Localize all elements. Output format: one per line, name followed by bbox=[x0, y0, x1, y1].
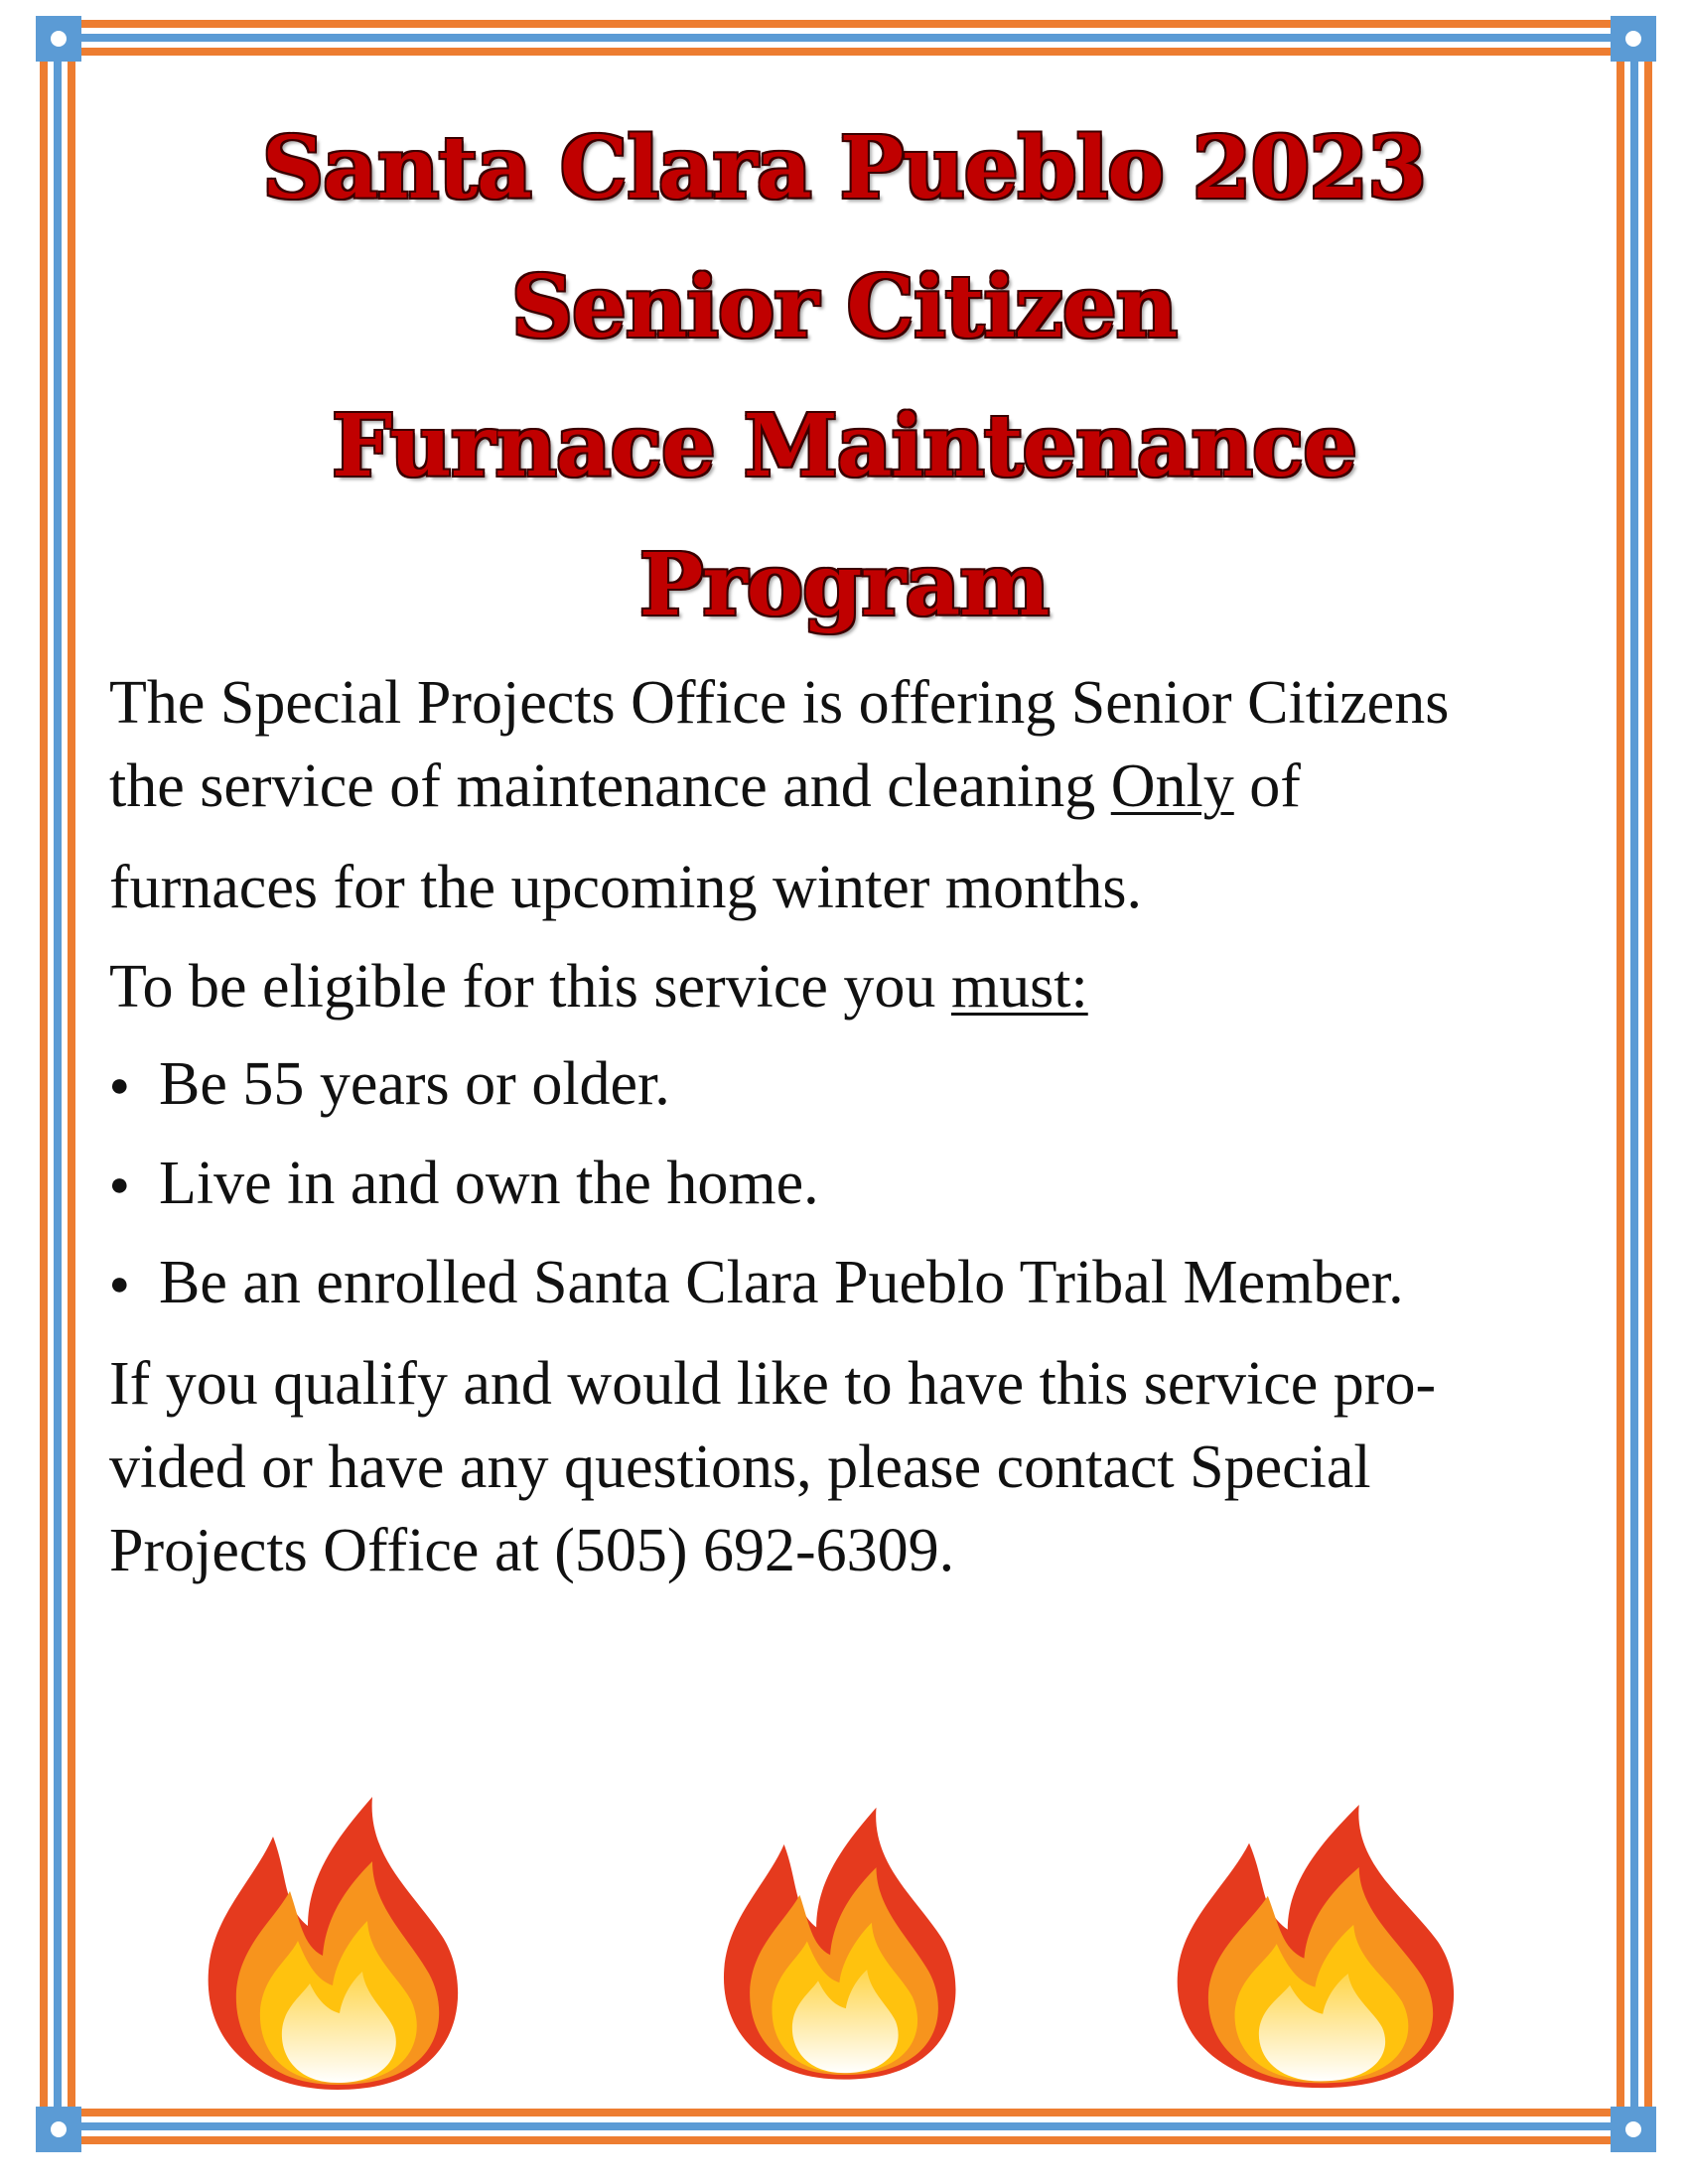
requirement-age: Be 55 years or older. bbox=[159, 1050, 670, 1118]
requirement-home: Live in and own the home. bbox=[159, 1150, 819, 1217]
bullet-icon: ● bbox=[109, 1066, 130, 1104]
title-line-4: Program bbox=[638, 535, 1050, 635]
fire-icon bbox=[1167, 1805, 1475, 2093]
fire-icon bbox=[715, 1802, 973, 2090]
title-line-2: Senior Citizen bbox=[510, 257, 1178, 357]
list-item bbox=[109, 1241, 1404, 1330]
only-emphasis: Only bbox=[1110, 752, 1234, 820]
title-line-1: Santa Clara Pueblo 2023 bbox=[262, 118, 1426, 218]
contact-line-1: If you qualify and would like to have this service pro- bbox=[109, 1350, 1437, 1418]
must-emphasis: must: bbox=[950, 953, 1088, 1021]
fire-icon bbox=[199, 1797, 477, 2095]
intro-line-2 bbox=[109, 745, 1579, 828]
list-item bbox=[109, 1042, 670, 1132]
corner-ornament bbox=[36, 16, 81, 62]
bullet-icon: ● bbox=[109, 1165, 130, 1203]
intro-line-1: The Special Projects Office is offering Senior Citizens bbox=[109, 669, 1450, 737]
corner-ornament bbox=[1611, 2107, 1656, 2152]
corner-ornament bbox=[36, 2107, 81, 2152]
eligibility-line bbox=[109, 945, 1579, 1028]
intro-line-3: furnaces for the upcoming winter months. bbox=[109, 854, 1142, 921]
page-title bbox=[99, 99, 1589, 655]
intro-line-2-end: of bbox=[1233, 752, 1301, 820]
contact-line-2: vided or have any questions, please contact Special bbox=[109, 1433, 1371, 1501]
list-item bbox=[109, 1142, 819, 1231]
contact-line-3: Projects Office at (505) 692-6309. bbox=[109, 1517, 955, 1584]
bullet-icon: ● bbox=[109, 1265, 130, 1302]
title-line-3: Furnace Maintenance bbox=[331, 396, 1357, 496]
requirement-membership: Be an enrolled Santa Clara Pueblo Tribal Member. bbox=[159, 1249, 1404, 1316]
eligibility-text: To be eligible for this service you bbox=[109, 953, 951, 1021]
intro-line-2-text: the service of maintenance and cleaning bbox=[109, 752, 1111, 820]
corner-ornament bbox=[1611, 16, 1656, 62]
